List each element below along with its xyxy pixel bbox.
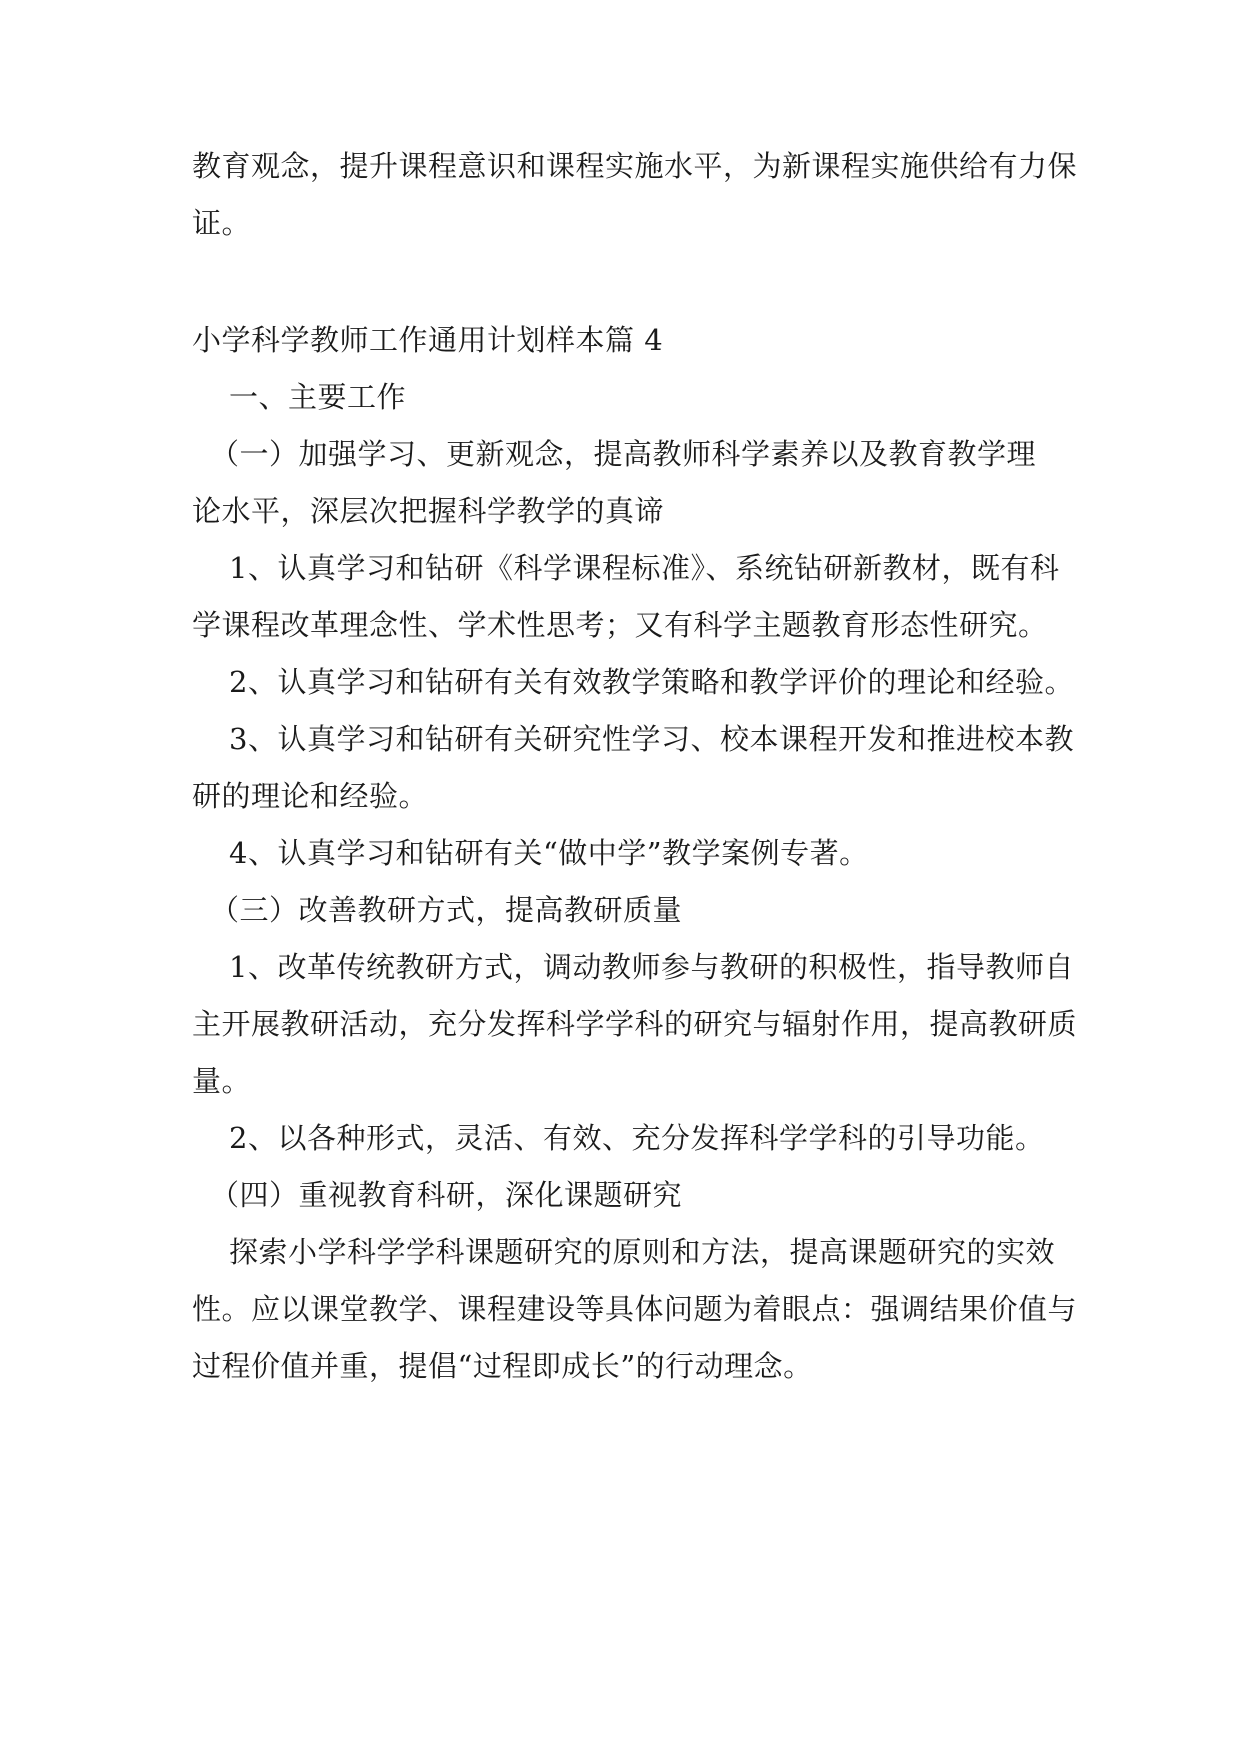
continuation-line-2: 证。 (192, 206, 252, 240)
item-1-3-cont: 研的理论和经验。 (192, 779, 429, 813)
heading-main-work: 一、主要工作 (229, 380, 407, 414)
item-1-3: 3、认真学习和钻研有关研究性学习、校本课程开发和推进校本教 (229, 722, 1074, 756)
continuation-line-1: 教育观念，提升课程意识和课程实施水平，为新课程实施供给有力保 (192, 149, 1078, 183)
item-1-2: 2、认真学习和钻研有关有效教学策略和教学评价的理论和经验。 (229, 665, 1074, 699)
section-title: 小学科学教师工作通用计划样本篇 4 (192, 323, 664, 357)
item-1-1: 1、认真学习和钻研《科学课程标准》、系统钻研新教材，既有科 (229, 551, 1060, 585)
item-1-1-cont: 学课程改革理念性、学术性思考；又有科学主题教育形态性研究。 (192, 608, 1048, 642)
subheading-3: （三）改善教研方式，提高教研质量 (210, 893, 683, 927)
subheading-1: （一）加强学习、更新观念，提高教师科学素养以及教育教学理 (210, 437, 1037, 471)
item-3-1-cont-2: 量。 (192, 1064, 252, 1098)
subheading-1-cont: 论水平，深层次把握科学教学的真谛 (192, 494, 665, 528)
item-3-2: 2、以各种形式，灵活、有效、充分发挥科学学科的引导功能。 (229, 1121, 1045, 1155)
paragraph-4-cont-1: 性。应以课堂教学、课程建设等具体问题为着眼点：强调结果价值与 (192, 1292, 1078, 1326)
paragraph-4: 探索小学科学学科课题研究的原则和方法，提高课题研究的实效 (229, 1235, 1056, 1269)
item-3-1: 1、改革传统教研方式，调动教师参与教研的积极性，指导教师自 (229, 950, 1074, 984)
paragraph-4-cont-2: 过程价值并重，提倡“过程即成长”的行动理念。 (192, 1349, 813, 1383)
item-1-4: 4、认真学习和钻研有关“做中学”教学案例专著。 (229, 836, 869, 870)
subheading-4: （四）重视教育科研，深化课题研究 (210, 1178, 683, 1212)
item-3-1-cont-1: 主开展教研活动，充分发挥科学学科的研究与辐射作用，提高教研质 (192, 1007, 1078, 1041)
